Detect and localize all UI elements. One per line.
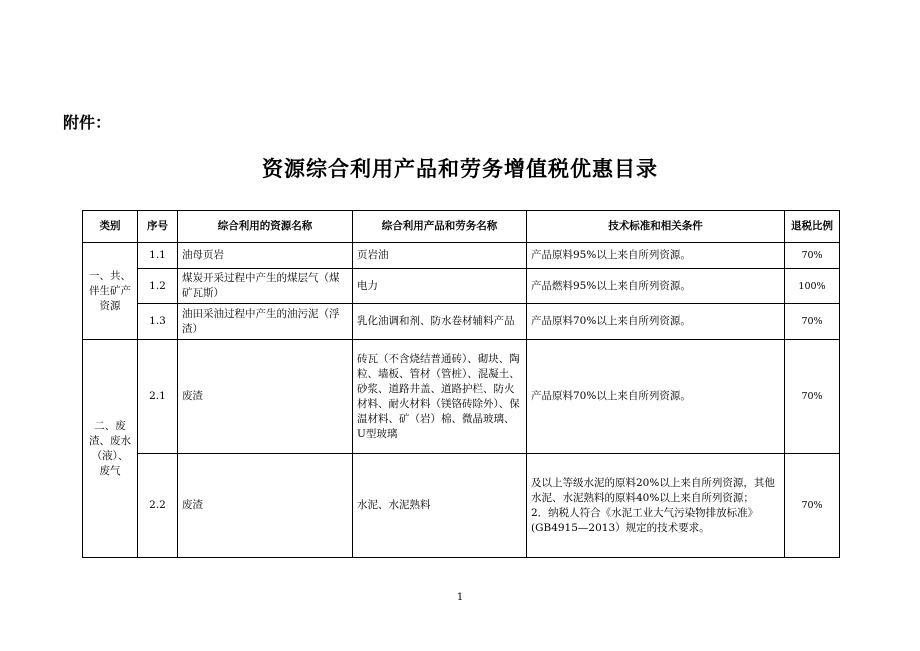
document-title: 资源综合利用产品和劳务增值税优惠目录 [262, 157, 658, 181]
product-cell: 页岩油 [353, 243, 527, 269]
condition-cell: 产品燃料95%以上来自所列资源。 [527, 269, 785, 304]
column-header-rate: 退税比例 [785, 211, 840, 243]
category-cell: 一、共、伴生矿产资源 [83, 243, 138, 340]
rate-cell: 70% [785, 340, 840, 454]
rate-cell: 70% [785, 243, 840, 269]
serial-cell: 2.2 [138, 454, 178, 558]
column-header-category: 类别 [83, 211, 138, 243]
product-cell: 砖瓦（不含烧结普通砖）、砌块、陶粒、墙板、管材（管桩）、混凝土、砂浆、道路井盖、道路护栏、防火材料、耐火材料（镁铬砖除外）、保温材料、矿（岩）棉、微晶玻璃、U型玻璃 [353, 340, 527, 454]
table-row [83, 243, 840, 269]
serial-cell: 1.2 [138, 269, 178, 304]
table-row [83, 304, 840, 340]
table-row [83, 340, 840, 454]
column-header-condition: 技术标准和相关条件 [527, 211, 785, 243]
condition-cell: 产品原料70%以上来自所列资源。 [527, 340, 785, 454]
page-number: 1 [456, 592, 464, 603]
rate-cell: 100% [785, 269, 840, 304]
serial-cell: 1.3 [138, 304, 178, 340]
product-cell: 乳化油调和剂、防水卷材辅料产品 [353, 304, 527, 340]
condition-line: 及以上等级水泥的原料20%以上来自所列资源，其他水泥、水泥熟料的原料40%以上来自所列资源； [531, 476, 775, 504]
product-cell: 电力 [353, 269, 527, 304]
condition-cell: 产品原料70%以上来自所列资源。 [527, 304, 785, 340]
serial-cell: 2.1 [138, 340, 178, 454]
resource-cell: 油田采油过程中产生的油污泥（浮渣） [178, 304, 353, 340]
rate-cell: 70% [785, 454, 840, 558]
column-header-resource: 综合利用的资源名称 [178, 211, 353, 243]
table-header-row [83, 211, 840, 243]
table-row [83, 454, 840, 558]
resource-cell: 油母页岩 [178, 243, 353, 269]
attachment-label: 附件： [63, 113, 112, 132]
column-header-serial: 序号 [138, 211, 178, 243]
resource-cell: 废渣 [178, 340, 353, 454]
column-header-product: 综合利用产品和劳务名称 [353, 211, 527, 243]
condition-line: 2．纳税人符合《水泥工业大气污染物排放标准》(GB4915—2013）规定的技术要求。 [531, 506, 759, 534]
condition-cell: 产品原料95%以上来自所列资源。 [527, 243, 785, 269]
preferential-catalog-table [82, 210, 840, 558]
resource-cell: 废渣 [178, 454, 353, 558]
product-cell: 水泥、水泥熟料 [353, 454, 527, 558]
resource-cell: 煤炭开采过程中产生的煤层气（煤矿瓦斯） [178, 269, 353, 304]
category-cell: 二、废渣、废水（液）、废气 [83, 340, 138, 558]
rate-cell: 70% [785, 304, 840, 340]
serial-cell: 1.1 [138, 243, 178, 269]
table-row [83, 269, 840, 304]
condition-cell [527, 454, 785, 558]
